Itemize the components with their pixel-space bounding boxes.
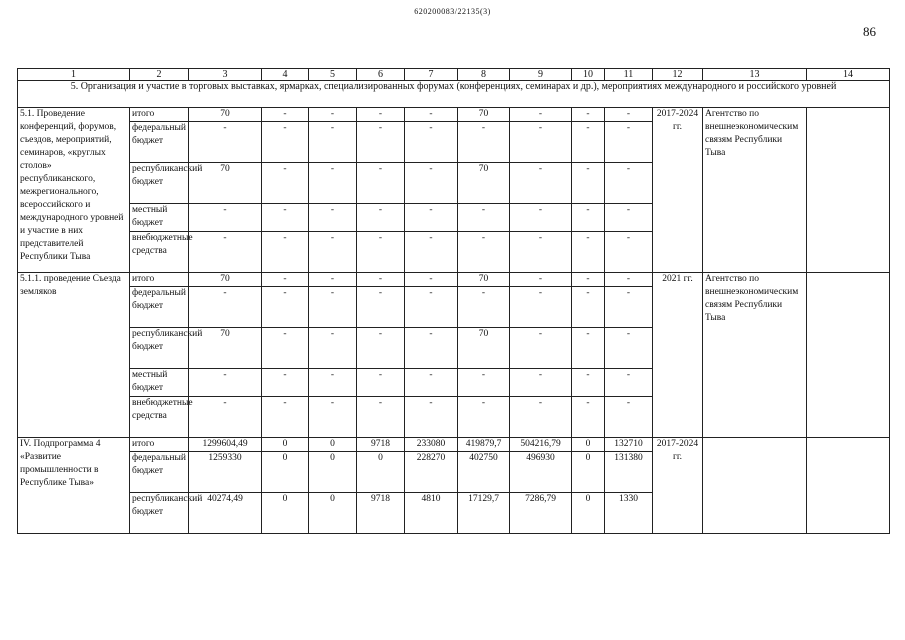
amount-cell: - [458,369,510,397]
funding-source: итого [130,108,189,122]
amount-cell: 70 [458,273,510,287]
column-number: 2 [130,69,189,81]
amount-cell: - [572,287,605,328]
amount-cell: - [357,204,405,232]
amount-cell: 132710 [605,438,653,452]
amount-cell: - [405,369,458,397]
amount-cell: - [262,369,309,397]
amount-cell: 9718 [357,493,405,534]
measure-name: 5.1.1. проведение Съезда земляков [18,273,130,438]
amount-cell: - [189,369,262,397]
amount-cell: 0 [262,438,309,452]
amount-cell: 17129,7 [458,493,510,534]
amount-cell: - [510,328,572,369]
amount-cell: 0 [309,452,357,493]
amount-cell: - [262,163,309,204]
amount-cell: - [458,122,510,163]
amount-cell: - [510,397,572,438]
amount-cell: - [605,273,653,287]
amount-cell: - [262,328,309,369]
amount-cell: 70 [458,108,510,122]
amount-cell: - [357,328,405,369]
funding-source: внебюджетные средства [130,397,189,438]
amount-cell: - [572,108,605,122]
amount-cell: 402750 [458,452,510,493]
amount-cell: 1299604,49 [189,438,262,452]
column-number: 3 [189,69,262,81]
amount-cell: - [405,108,458,122]
funding-source: внебюджетные средства [130,232,189,273]
amount-cell: - [458,397,510,438]
amount-cell: - [309,163,357,204]
responsible-agency [703,438,807,534]
amount-cell: - [572,204,605,232]
amount-cell: - [510,108,572,122]
amount-cell: - [262,232,309,273]
column-number: 11 [605,69,653,81]
column-number: 7 [405,69,458,81]
amount-cell: - [605,232,653,273]
amount-cell: - [572,163,605,204]
amount-cell: - [605,108,653,122]
amount-cell: - [262,273,309,287]
amount-cell: - [510,163,572,204]
amount-cell: - [572,397,605,438]
funding-source: республиканский бюджет [130,328,189,369]
amount-cell: - [572,232,605,273]
amount-cell: 40274,49 [189,493,262,534]
funding-source: федеральный бюджет [130,452,189,493]
amount-cell: 7286,79 [510,493,572,534]
amount-cell: 0 [572,438,605,452]
implementation-years: 2021 гг. [653,273,703,438]
funding-source: итого [130,438,189,452]
column-14-cell [807,273,890,438]
amount-cell: - [572,328,605,369]
amount-cell: - [357,122,405,163]
budget-table [17,68,890,534]
amount-cell: - [405,232,458,273]
funding-source: местный бюджет [130,369,189,397]
amount-cell: - [572,122,605,163]
implementation-years: 2017-2024 гг. [653,108,703,273]
amount-cell: 70 [189,273,262,287]
funding-source: местный бюджет [130,204,189,232]
amount-cell: 419879,7 [458,438,510,452]
column-number: 14 [807,69,890,81]
amount-cell: 0 [572,493,605,534]
amount-cell: - [458,287,510,328]
funding-source: федеральный бюджет [130,287,189,328]
funding-source: федеральный бюджет [130,122,189,163]
implementation-years: 2017-2024 гг. [653,438,703,534]
amount-cell: - [605,204,653,232]
amount-cell: - [262,122,309,163]
table-row [18,108,890,122]
amount-cell: - [605,287,653,328]
amount-cell: - [309,397,357,438]
amount-cell: - [309,273,357,287]
amount-cell: 0 [572,452,605,493]
section-row [18,81,890,108]
amount-cell: - [510,232,572,273]
amount-cell: - [357,369,405,397]
table-row [18,438,890,452]
amount-cell: - [405,122,458,163]
column-number: 1 [18,69,130,81]
amount-cell: - [309,108,357,122]
amount-cell: - [357,163,405,204]
amount-cell: - [405,163,458,204]
amount-cell: - [458,204,510,232]
amount-cell: - [262,204,309,232]
amount-cell: 70 [458,328,510,369]
amount-cell: - [405,273,458,287]
amount-cell: 131380 [605,452,653,493]
amount-cell: 70 [189,108,262,122]
amount-cell: - [510,369,572,397]
amount-cell: 0 [357,452,405,493]
amount-cell: 1330 [605,493,653,534]
amount-cell: - [572,273,605,287]
amount-cell: - [405,287,458,328]
amount-cell: - [309,122,357,163]
responsible-agency: Агентство по внешнеэкономическим связям Республики Тыва [703,108,807,273]
column-number: 9 [510,69,572,81]
amount-cell: 70 [458,163,510,204]
amount-cell: - [510,204,572,232]
amount-cell: 70 [189,328,262,369]
amount-cell: - [605,122,653,163]
amount-cell: 0 [262,493,309,534]
table-row [18,273,890,287]
amount-cell: - [357,287,405,328]
amount-cell: - [309,287,357,328]
funding-source: республиканский бюджет [130,163,189,204]
funding-source: итого [130,273,189,287]
amount-cell: - [309,232,357,273]
amount-cell: - [309,328,357,369]
funding-source: республиканский бюджет [130,493,189,534]
amount-cell: - [309,369,357,397]
amount-cell: - [357,273,405,287]
column-14-cell [807,438,890,534]
amount-cell: 496930 [510,452,572,493]
amount-cell: - [405,397,458,438]
amount-cell: - [605,163,653,204]
amount-cell: 0 [309,493,357,534]
amount-cell: - [357,108,405,122]
amount-cell: - [510,122,572,163]
amount-cell: 9718 [357,438,405,452]
measure-name: 5.1. Проведение конференций, форумов, съездов, мероприятий, семинаров, «круглых столов» республиканского, межрегионального, всероссийского и международного уровней и участие в них представителей Республики Тыва [18,108,130,273]
page-number: 86 [863,24,876,39]
column-number: 4 [262,69,309,81]
amount-cell: - [405,328,458,369]
amount-cell: 70 [189,163,262,204]
amount-cell: - [510,273,572,287]
document-id: 620200083/22135(3) [414,7,491,16]
amount-cell: - [309,204,357,232]
amount-cell: 0 [262,452,309,493]
amount-cell: - [357,397,405,438]
amount-cell: - [189,232,262,273]
amount-cell: - [458,232,510,273]
amount-cell: - [405,204,458,232]
amount-cell: - [262,108,309,122]
measure-name: IV. Подпрограмма 4 «Развитие промышленности в Республике Тыва» [18,438,130,534]
amount-cell: 228270 [405,452,458,493]
amount-cell: - [605,328,653,369]
column-number: 5 [309,69,357,81]
column-14-cell [807,108,890,273]
amount-cell: 4810 [405,493,458,534]
amount-cell: - [510,287,572,328]
responsible-agency: Агентство по внешнеэкономическим связям Республики Тыва [703,273,807,438]
column-number: 6 [357,69,405,81]
column-number: 8 [458,69,510,81]
column-number: 13 [703,69,807,81]
amount-cell: - [605,369,653,397]
amount-cell: - [262,397,309,438]
column-number: 10 [572,69,605,81]
amount-cell: - [357,232,405,273]
amount-cell: 233080 [405,438,458,452]
amount-cell: - [189,122,262,163]
amount-cell: - [262,287,309,328]
amount-cell: - [189,204,262,232]
amount-cell: 1259330 [189,452,262,493]
amount-cell: 0 [309,438,357,452]
column-number: 12 [653,69,703,81]
amount-cell: - [189,397,262,438]
amount-cell: - [189,287,262,328]
amount-cell: - [572,369,605,397]
amount-cell: 504216,79 [510,438,572,452]
column-number-row [18,69,890,81]
amount-cell: - [605,397,653,438]
section-title: 5. Организация и участие в торговых выставках, ярмарках, специализированных форумах (конференциях, семинарах и др.), мероприятиях международного и российского уровней [18,81,890,108]
